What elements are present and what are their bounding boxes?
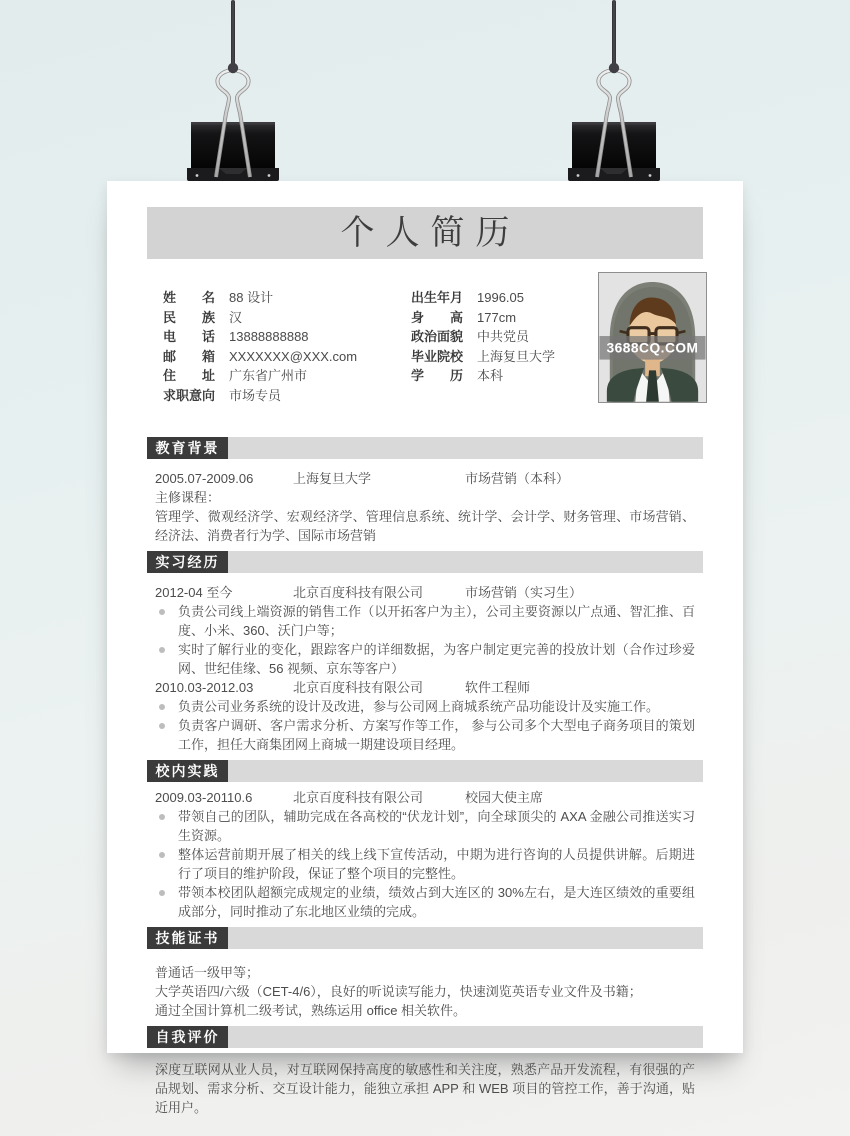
field-value: 1996.05: [477, 290, 524, 305]
bullet-icon: [159, 647, 165, 653]
bullet-text: 负责公司线上端资源的销售工作（以开拓客户为主），公司主要资源以广点通、智汇推、百度、小米、360、沃门户等；: [178, 604, 695, 638]
field-row-name: [163, 288, 411, 308]
section-campus-body: [155, 788, 695, 921]
entry-date: 2009.03-20110.6: [155, 790, 253, 805]
field-label: 出生年月: [411, 290, 464, 305]
field-value: 汉: [229, 309, 243, 325]
entry-role: 市场营销（本科）: [465, 471, 570, 486]
section-bar-internship: [147, 551, 703, 573]
section-heading-education: 教育背景: [147, 437, 228, 459]
field-value: 广东省广州市: [229, 368, 308, 384]
bullet-item: [155, 640, 695, 678]
section-internship-body: [155, 583, 695, 754]
page-title: 个人简历: [340, 214, 521, 252]
bullet-text: 负责客户调研、客户需求分析、方案写作等工作， 参与公司多个大型电子商务项目的策划工作，担任大商集团网上商城一期建设项目经理。: [178, 718, 695, 752]
entry-role: 校园大使主席: [465, 790, 544, 805]
field-label: 毕业院校: [411, 348, 464, 364]
title-bar: [147, 207, 703, 259]
field-value: XXXXXXX@XXX.com: [229, 348, 358, 364]
bullet-icon: [159, 852, 165, 858]
entry-organization: 北京百度科技有限公司: [293, 680, 424, 695]
entry-organization: 上海复旦大学: [293, 471, 372, 486]
section-heading-campus: 校内实践: [147, 760, 228, 782]
resume-paper: [107, 181, 743, 1115]
hanging-string-left: [231, 0, 235, 66]
section-evaluation-body: [155, 1060, 695, 1117]
bullet-text: 整体运营前期开展了相关的线上线下宣传活动，中期为进行咨询的人员提供讲解。后期进行了项目的维护阶段，保证了整个项目的完整性。: [178, 847, 695, 881]
profile-photo: [598, 272, 707, 403]
section-bar-skills: [147, 927, 703, 949]
field-value: 上海复旦大学: [477, 348, 556, 364]
bullet-item: [155, 697, 695, 716]
bullet-icon: [159, 723, 165, 729]
binder-clip-left: [185, 60, 281, 186]
bullet-item: [155, 883, 695, 921]
section-heading-skills: 技能证书: [147, 927, 228, 949]
internship-entry-2-bullets: [155, 697, 695, 754]
field-row-political-status: [411, 327, 555, 347]
skill-line: 大学英语四/六级（CET-4/6），良好的听说读写能力，快速浏览英语专业文件及书籍；: [155, 984, 642, 999]
bullet-item: [155, 807, 695, 845]
bullet-item: [155, 845, 695, 883]
personal-info: [163, 288, 707, 420]
bullet-icon: [159, 890, 165, 896]
bullet-text: 带领本校团队超额完成规定的业绩，绩效占到大连区的 30%左右，是大连区绩效的重要组成部分，同时推动了东北地区业绩的完成。: [178, 885, 695, 919]
bullet-item: [155, 716, 695, 754]
field-value: 市场专员: [229, 387, 282, 403]
evaluation-text: 深度互联网从业人员，对互联网保持高度的敏感性和关注度，熟悉产品开发流程，有很强的产品规划、需求分析、交互设计能力，能独立承担 APP 和 WEB 项目的管控工作，善于沟通，贴近用户。: [155, 1062, 695, 1115]
photo-watermark: 3688CQ.COM: [606, 340, 699, 356]
campus-bullets: [155, 807, 695, 921]
field-value: 13888888888: [229, 329, 309, 345]
field-label: 求职意向: [163, 387, 216, 403]
personal-info-right-column: [411, 288, 555, 406]
bullet-text: 实时了解行业的变化，跟踪客户的详细数据，为客户制定更完善的投放计划（合作过珍爱网、世纪佳缘、56 视频、京东等客户）: [178, 642, 695, 676]
bullet-icon: [159, 814, 165, 820]
entry-organization: 北京百度科技有限公司: [293, 585, 424, 600]
skill-line: 普通话一级甲等；: [155, 965, 260, 980]
bullet-text: 带领自己的团队，辅助完成在各高校的“伏龙计划”，向全球顶尖的 AXA 金融公司推送实习生资源。: [178, 809, 695, 843]
entry-date: 2012-04 至今: [155, 585, 233, 600]
field-row-school: [411, 347, 555, 367]
bullet-text: 负责公司业务系统的设计及改进，参与公司网上商城系统产品功能设计及实施工作。: [178, 699, 660, 714]
field-value: 中共党员: [477, 329, 530, 345]
field-label: 姓名: [163, 290, 215, 305]
avatar-illustration: [599, 273, 706, 402]
entry-role: 市场营销（实习生）: [465, 585, 583, 600]
field-row-address: [163, 366, 411, 386]
field-row-degree: [411, 366, 555, 386]
skill-line: 通过全国计算机二级考试，熟练运用 office 相关软件。: [155, 1003, 467, 1018]
entry-date: 2005.07-2009.06: [155, 471, 254, 486]
section-heading-evaluation: 自我评价: [147, 1026, 228, 1048]
field-value: 本科: [477, 368, 504, 384]
section-bar-campus: [147, 760, 703, 782]
field-row-objective: [163, 386, 411, 406]
entry-organization: 北京百度科技有限公司: [293, 790, 424, 805]
bullet-item: [155, 602, 695, 640]
section-bar-evaluation: [147, 1026, 703, 1048]
field-label: 民族: [163, 309, 215, 325]
campus-entry: [155, 788, 695, 807]
personal-info-left-column: [163, 288, 411, 406]
education-entry: [155, 469, 695, 488]
field-row-birth: [411, 288, 555, 308]
courses-text: 管理学、微观经济学、宏观经济学、管理信息系统、统计学、会计学、财务管理、市场营销、经济法、消费者行为学、国际市场营销: [155, 509, 695, 543]
bullet-icon: [159, 609, 165, 615]
field-label: 电话: [163, 329, 215, 345]
field-label: 住址: [163, 368, 215, 384]
field-label: 学历: [411, 368, 463, 384]
section-education-body: [155, 469, 695, 545]
field-row-ethnicity: [163, 308, 411, 328]
field-row-email: [163, 347, 411, 367]
binder-clip-right: [566, 60, 662, 186]
field-label: 邮箱: [163, 348, 215, 364]
internship-entry-2: [155, 678, 695, 697]
entry-date: 2010.03-2012.03: [155, 680, 254, 695]
field-label: 政治面貌: [411, 329, 464, 345]
hanging-string-right: [612, 0, 616, 66]
section-heading-internship: 实习经历: [147, 551, 228, 573]
field-row-height: [411, 308, 555, 328]
field-row-phone: [163, 327, 411, 347]
internship-entry-1: [155, 583, 695, 602]
section-skills-body: [155, 963, 695, 1020]
internship-entry-1-bullets: [155, 602, 695, 678]
courses-label: 主修课程：: [155, 490, 221, 505]
field-value: 88 设计: [229, 290, 274, 305]
field-label: 身高: [411, 309, 463, 325]
bullet-icon: [159, 704, 165, 710]
field-value: 177cm: [477, 309, 517, 325]
section-bar-education: [147, 437, 703, 459]
entry-role: 软件工程师: [465, 680, 531, 695]
